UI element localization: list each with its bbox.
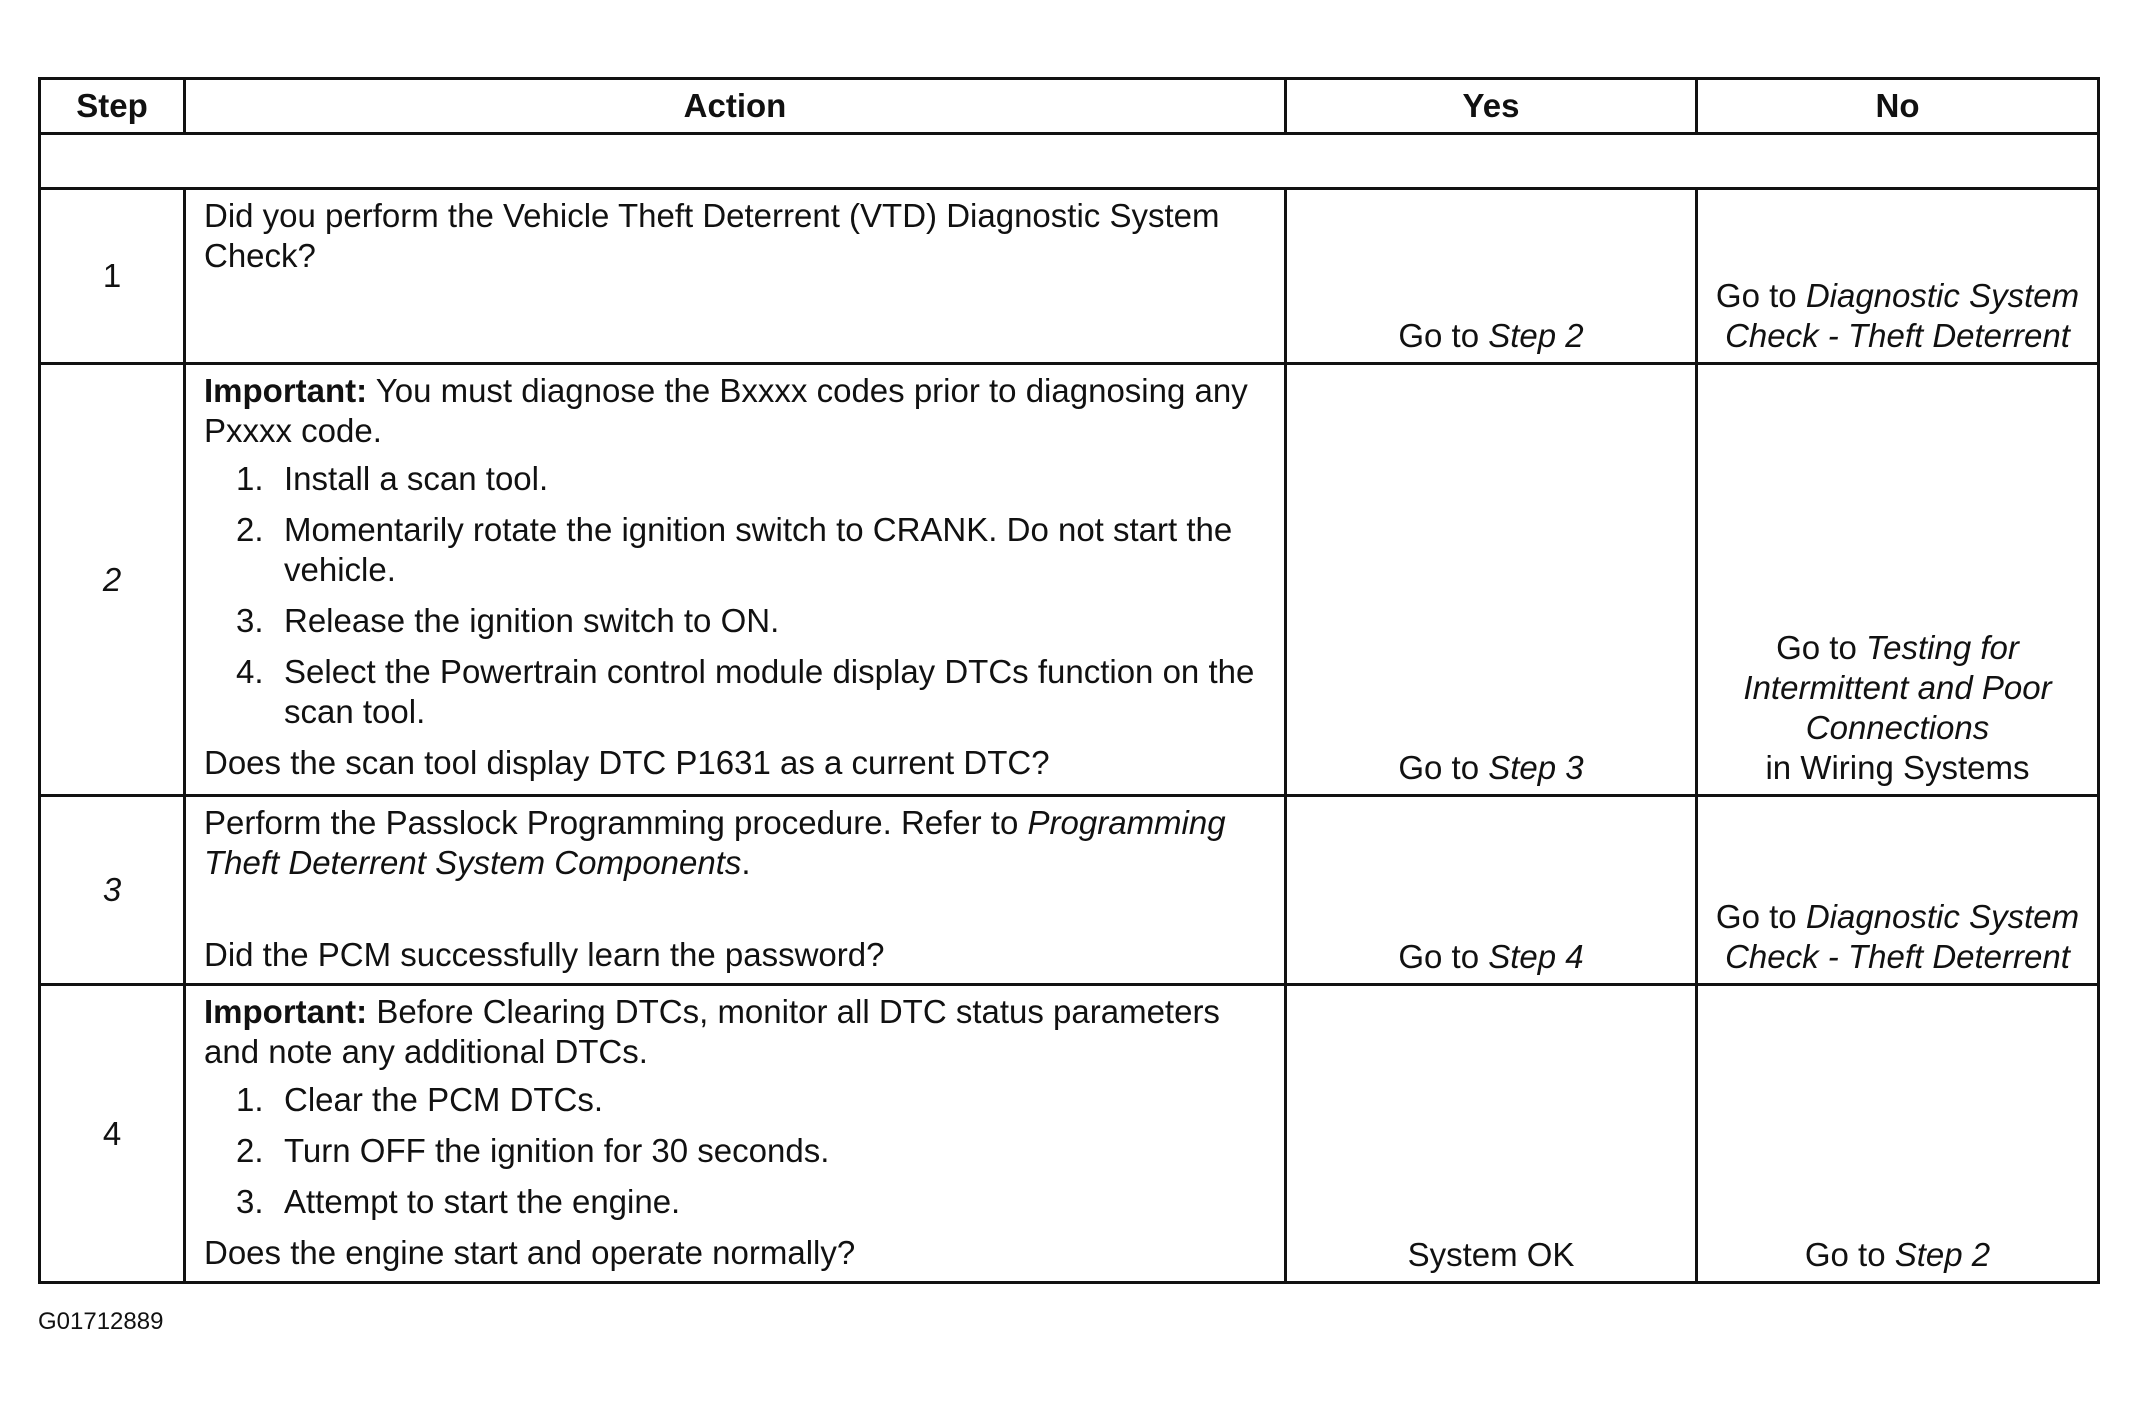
important-label: Important:	[204, 372, 368, 409]
figure-id: G01712889	[38, 1308, 164, 1335]
step-number: 4	[40, 985, 185, 1283]
yes-cell	[1286, 985, 1697, 1283]
no-cell: Go to Step 2	[1697, 985, 2099, 1283]
list-item: 1. Install a scan tool.	[236, 460, 549, 497]
no-step-link[interactable]: Diagnostic System Check - Theft Deterrent	[1725, 277, 2080, 354]
table-row	[40, 985, 2099, 1283]
action-cell	[185, 364, 1286, 796]
yes-step-link[interactable]: Step 2	[1488, 317, 1584, 354]
no-cell: Go to Testing for Intermittent and Poor Connections in Wiring Systems	[1697, 364, 2099, 796]
diagnostic-table	[38, 77, 2100, 1284]
yes-cell: Go to Step 4	[1286, 796, 1697, 985]
yes-step-link[interactable]: Step 3	[1488, 749, 1584, 786]
header-no: No	[1697, 79, 2099, 134]
action-text: Did you perform the Vehicle Theft Deterrent (VTD) Diagnostic System Check?	[204, 197, 1220, 274]
yes-cell: Go to Step 2	[1286, 189, 1697, 364]
important-note: Important: You must diagnose the Bxxxx codes prior to diagnosing any Pxxxx code.	[204, 372, 1248, 449]
table-row	[40, 364, 2099, 796]
question-text: Did the PCM successfully learn the password?	[204, 936, 885, 973]
no-cell: Go to Diagnostic System Check - Theft Deterrent	[1697, 189, 2099, 364]
list-item: 2. Turn OFF the ignition for 30 seconds.	[236, 1132, 830, 1169]
no-step-link[interactable]: Testing for Intermittent and Poor Connections	[1743, 629, 2052, 746]
yes-cell: Go to Step 3	[1286, 364, 1697, 796]
list-item: 3. Attempt to start the engine.	[236, 1183, 681, 1220]
header-yes: Yes	[1286, 79, 1697, 134]
action-text: Perform the Passlock Programming procedure. Refer to Programming Theft Deterrent System Components.	[204, 804, 1226, 881]
step-number: 3	[40, 796, 185, 985]
table-row	[40, 189, 2099, 364]
no-step-link[interactable]: Step 2	[1894, 1236, 1991, 1273]
header-step: Step	[40, 79, 185, 134]
header-action: Action	[185, 79, 1286, 134]
spacer-row	[40, 134, 2099, 189]
header-row	[40, 79, 2099, 134]
important-note: Important: Before Clearing DTCs, monitor all DTC status parameters and note any additional DTCs.	[204, 993, 1220, 1070]
question-text: Does the engine start and operate normally?	[204, 1234, 856, 1271]
no-suffix: in Wiring Systems	[1765, 749, 2030, 786]
step-number: 1	[40, 189, 185, 364]
step-number: 2	[40, 364, 185, 796]
yes-step-link[interactable]: Step 4	[1488, 938, 1584, 975]
procedure-list	[204, 1080, 1266, 1222]
list-item: 3. Release the ignition switch to ON.	[236, 602, 780, 639]
no-cell: Go to Diagnostic System Check - Theft Deterrent	[1697, 796, 2099, 985]
yes-result: System OK	[1407, 1236, 1575, 1273]
action-cell	[185, 796, 1286, 985]
no-step-link[interactable]: Diagnostic System Check - Theft Deterrent	[1725, 898, 2080, 975]
list-item: 1. Clear the PCM DTCs.	[236, 1081, 604, 1118]
action-cell	[185, 189, 1286, 364]
list-item: 4. Select the Powertrain control module display DTCs function on the scan tool.	[236, 653, 1255, 730]
list-item: 2. Momentarily rotate the ignition switch to CRANK. Do not start the vehicle.	[236, 511, 1233, 588]
procedure-list	[204, 459, 1266, 732]
question-text: Does the scan tool display DTC P1631 as a current DTC?	[204, 744, 1050, 781]
important-label: Important:	[204, 993, 368, 1030]
action-cell	[185, 985, 1286, 1283]
reference-link[interactable]: Programming Theft Deterrent System Components	[204, 804, 1226, 881]
table-row	[40, 796, 2099, 985]
